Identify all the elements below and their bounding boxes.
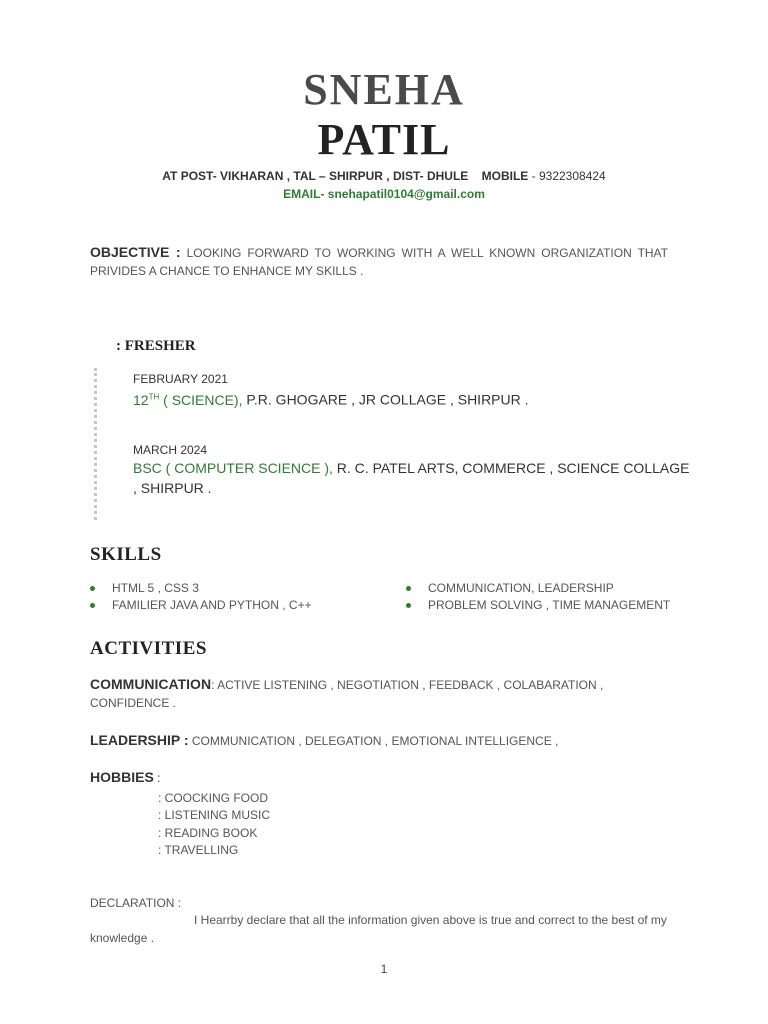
communication-text: : ACTIVE LISTENING , NEGOTIATION , FEEDBACK , COLABARATION , CONFIDENCE .: [90, 678, 604, 710]
mobile-value: - 9322308424: [528, 169, 606, 183]
activities-title: ACTIVITIES: [90, 638, 207, 659]
education-entry: [133, 458, 693, 498]
skill-item: PROBLEM SOLVING , TIME MANAGEMENT: [406, 598, 670, 612]
education-date: MARCH 2024: [133, 443, 208, 457]
education-institution: R. C. PATEL ARTS, COMMERCE , SCIENCE COLLAGE , SHIRPUR .: [133, 460, 690, 496]
email-line: [0, 187, 768, 201]
hobby-item: : COOCKING FOOD: [158, 791, 269, 805]
bullet-icon: [406, 586, 411, 591]
skill-item: HTML 5 , CSS 3: [90, 581, 199, 595]
objective-text: LOOKING FORWARD TO WORKING WITH A WELL KNOWN ORGANIZATION THAT PRIVIDES A CHANCE TO ENHANCE MY SKILLS .: [90, 246, 669, 278]
education-degree: BSC ( COMPUTER SCIENCE ),: [133, 460, 333, 476]
hobbies-label: HOBBIES :: [90, 769, 161, 785]
bullet-icon: [90, 586, 95, 591]
declaration-label: DECLARATION :: [90, 896, 182, 910]
skill-item: COMMUNICATION, LEADERSHIP: [406, 581, 614, 595]
last-name: PATIL: [317, 115, 451, 164]
hobby-item: : READING BOOK: [158, 826, 258, 840]
contact-line: [0, 169, 768, 183]
leadership-text: COMMUNICATION , DELEGATION , EMOTIONAL INTELLIGENCE ,: [188, 734, 559, 748]
email-label: EMAIL-: [283, 187, 325, 201]
leadership-label: LEADERSHIP :: [90, 732, 189, 748]
education-date: FEBRUARY 2021: [133, 372, 228, 386]
address: AT POST- VIKHARAN , TAL – SHIRPUR , DIST- DHULE: [162, 169, 469, 183]
bullet-icon: [406, 603, 411, 608]
education-degree: 12TH ( SCIENCE),: [133, 391, 243, 408]
first-name: SNEHA: [303, 65, 465, 114]
hobby-item: : LISTENING MUSIC: [158, 808, 271, 822]
page-number: 1: [380, 962, 388, 976]
bullet-icon: [90, 603, 95, 608]
hobby-item: : TRAVELLING: [158, 843, 239, 857]
email-value[interactable]: snehapatil0104@gmail.com: [324, 187, 485, 201]
mobile-label: MOBILE: [481, 169, 529, 183]
objective-section: [90, 243, 668, 280]
education-divider: [94, 368, 97, 520]
education-entry: [133, 387, 693, 410]
education-heading: : FRESHER: [116, 338, 196, 354]
education-institution: P.R. GHOGARE , JR COLLAGE , SHIRPUR .: [242, 391, 529, 408]
skills-title: SKILLS: [90, 544, 162, 565]
objective-label: OBJECTIVE :: [90, 244, 181, 260]
activity-leadership: [90, 731, 670, 750]
communication-label: COMMUNICATION: [90, 676, 212, 692]
activity-communication: [90, 675, 670, 712]
skill-item: FAMILIER JAVA AND PYTHON , C++: [90, 598, 312, 612]
declaration-text: I Hearrby declare that all the information given above is true and correct to the best of my knowledge .: [90, 913, 667, 945]
